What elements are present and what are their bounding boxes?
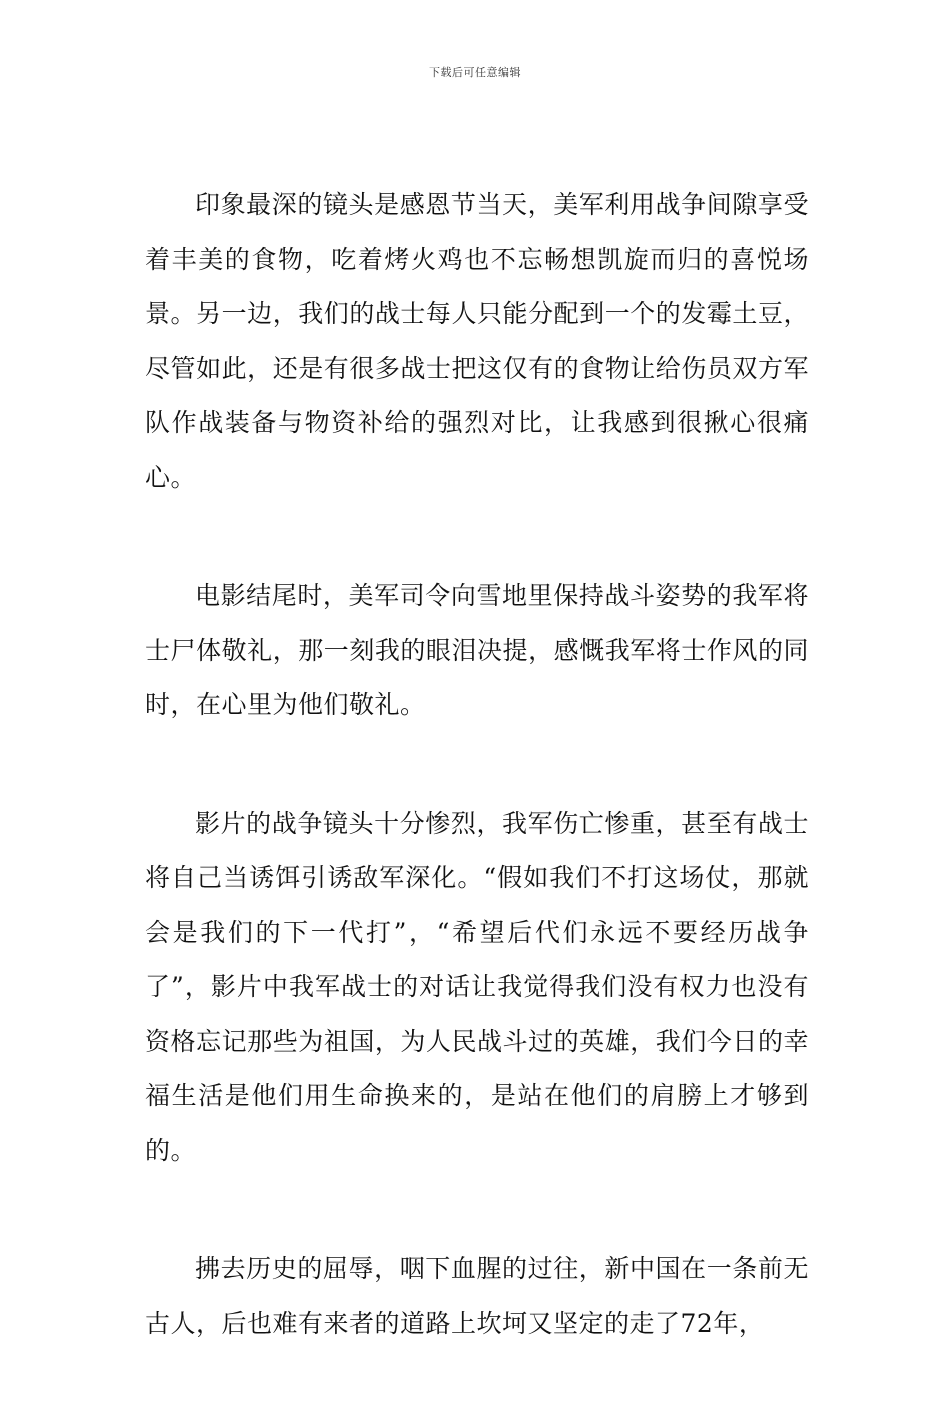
page-header: 下载后可任意编辑 [429,66,521,79]
paragraph-4: 拂去历史的屈辱，咽下血腥的过往，新中国在一条前无古人，后也难有来者的道路上坎坷又坚定的走了72年， [145,1254,809,1338]
document-body [145,178,809,1415]
paragraph-2: 电影结尾时，美军司令向雪地里保持战斗姿势的我军将士尸体敬礼，那一刻我的眼泪决提，感慨我军将士作风的同时，在心里为他们敬礼。 [145,581,809,719]
paragraph-1: 印象最深的镜头是感恩节当天，美军利用战争间隙享受着丰美的食物，吃着烤火鸡也不忘畅想凯旋而归的喜悦场景。另一边，我们的战士每人只能分配到一个的发霉土豆，尽管如此，还是有很多战士把这仅有的食物让给伤员双方军队作战装备与物资补给的强烈对比，让我感到很揪心很痛心。 [145,190,809,492]
paragraph-3: 影片的战争镜头十分惨烈，我军伤亡惨重，甚至有战士将自己当诱饵引诱敌军深化。“假如我们不打这场仗，那就会是我们的下一代打”，“希望后代们永远不要经历战争了”，影片中我军战士的对话让我觉得我们没有权力也没有资格忘记那些为祖国，为人民战斗过的英雄，我们今日的幸福生活是他们用生命换来的，是站在他们的肩膀上才够到的。 [145,808,809,1165]
